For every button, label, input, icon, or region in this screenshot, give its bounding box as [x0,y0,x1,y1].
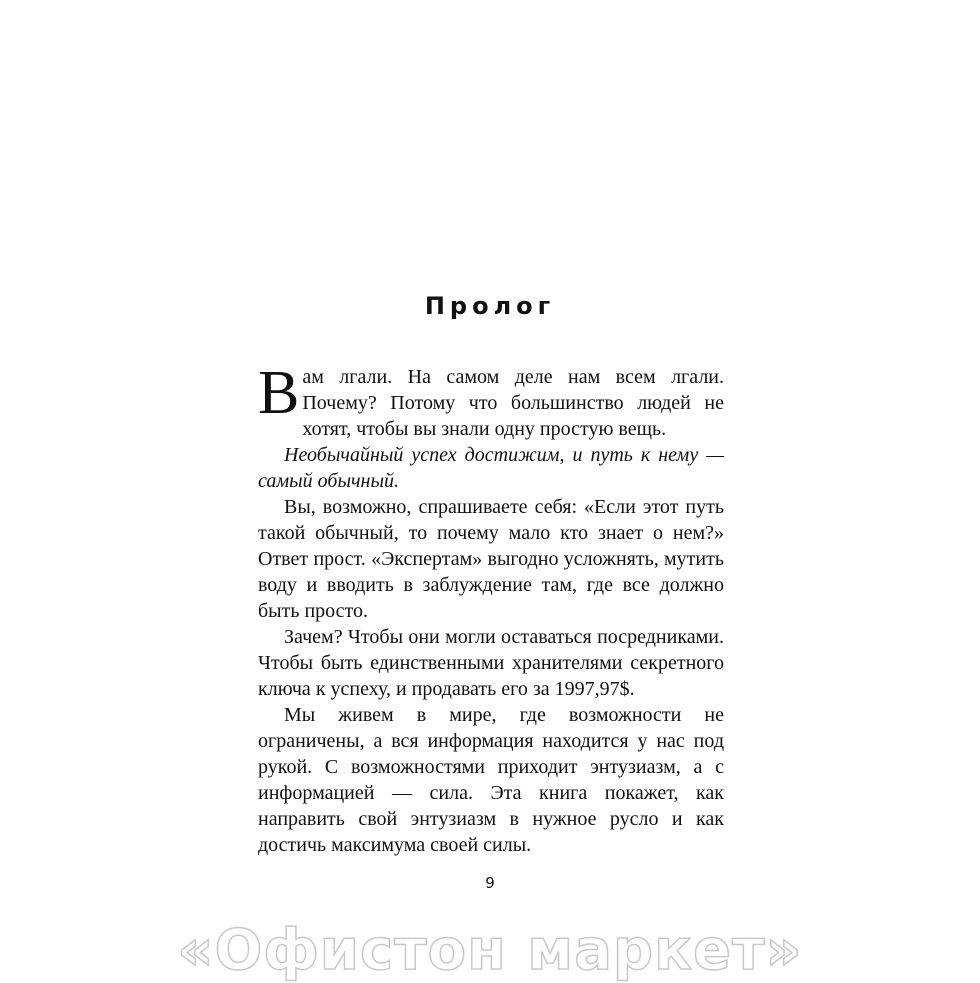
paragraph-1 [258,359,724,442]
chapter-title: Пролог [424,292,556,320]
paragraph-3: Вы, возможно, спрашиваете себя: «Если этот путь такой обычный, то почему мало кто знает о нем?» Ответ прост. «Экспертам» выгодно усложнять, мутить воду и вводить в заблуждение там, где все должно быть просто. [258,496,724,622]
store-watermark: «Офистон маркет» [177,918,803,983]
paragraph-1-text: ам лгали. На самом деле нам всем лгали. Почему? Потому что большинство людей не хотят, чтобы вы знали одну простую вещь. [302,366,724,440]
paragraph-4: Зачем? Чтобы они могли оставаться посредниками. Чтобы быть единственными хранителями секретного ключа к успеху, и продавать его за 1997,97$. [258,626,724,700]
page-number: 9 [485,874,495,892]
body-text [258,359,724,858]
drop-cap: В [258,359,300,427]
paragraph-2: Необычайный успех достижим, и путь к нему — самый обычный. [258,444,724,492]
paragraph-5: Мы живем в мире, где возможности не ограничены, а вся информация находится у нас под рукой. С возможностями приходит энтузиазм, а с информацией — сила. Эта книга покажет, как направить свой энтузиазм в нужное русло и как достичь максимума своей силы. [258,704,724,856]
